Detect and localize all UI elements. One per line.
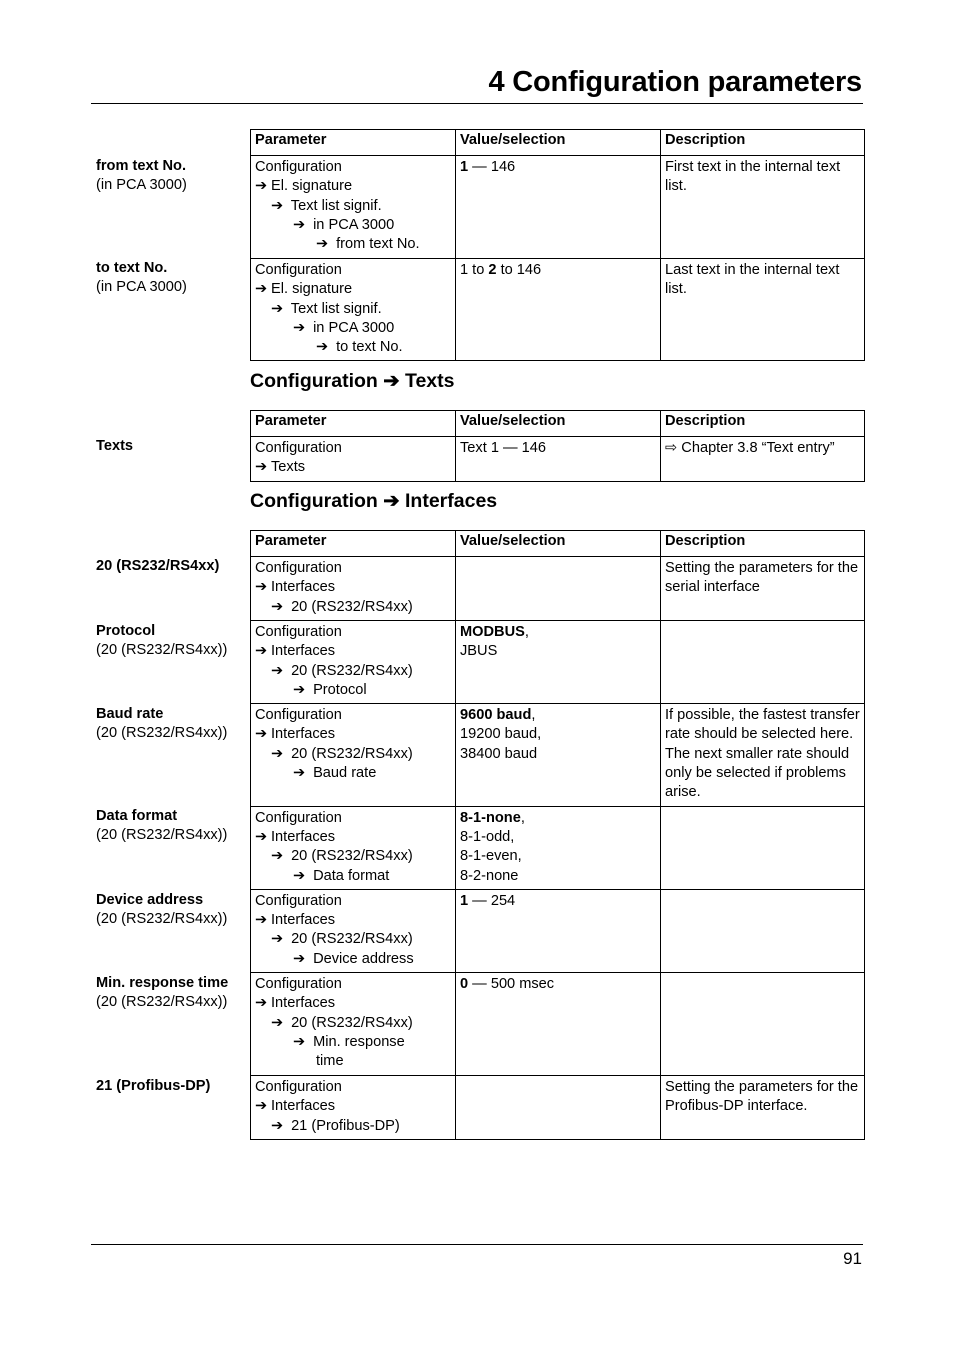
arrow-icon: ➔ (271, 931, 284, 948)
side-label-to-text: to text No. (in PCA 3000) (96, 260, 187, 296)
table-header-row (251, 411, 865, 437)
header-rule (91, 103, 863, 104)
side-label-min-response-time: Min. response time (20 (RS232/RS4xx)) (96, 975, 229, 1011)
table-row (251, 621, 865, 704)
arrow-icon: ➔ (383, 370, 400, 392)
side-label-protocol: Protocol (20 (RS232/RS4xx)) (96, 623, 228, 659)
value-selection: 8-1-none, 8-1-odd, 8-1-even, 8-2-none (456, 806, 661, 889)
description: Setting the parameters for the Profibus-DP interface. (661, 1076, 865, 1140)
parameter-path: Configuration ➔ Texts (251, 437, 456, 482)
col-header-parameter: Parameter (251, 411, 456, 437)
col-header-value: Value/selection (456, 531, 661, 557)
arrow-icon: ➔ (255, 912, 268, 929)
arrow-icon: ➔ (255, 281, 268, 298)
table-row (251, 806, 865, 889)
parameter-path: Configuration ➔ Interfaces ➔ 21 (Profibus-DP) (251, 1076, 456, 1140)
parameter-path: Configuration ➔ Interfaces ➔ 20 (RS232/RS4xx) ➔ Baud rate (251, 704, 456, 806)
value-selection: 1 to 2 to 146 (456, 259, 661, 361)
col-header-description: Description (661, 411, 865, 437)
value-selection: 9600 baud, 19200 baud, 38400 baud (456, 704, 661, 806)
parameter-path: Configuration ➔ El. signature ➔ Text list signif. ➔ in PCA 3000 ➔ to text No. (251, 259, 456, 361)
chapter-title: 4 Configuration parameters (488, 66, 862, 98)
arrow-icon: ➔ (271, 1117, 284, 1134)
value-selection: 1 — 254 (456, 889, 661, 972)
arrow-icon: ➔ (255, 828, 268, 845)
description (661, 889, 865, 972)
arrow-icon: ➔ (271, 745, 284, 762)
arrow-icon: ➔ (255, 995, 268, 1012)
table-row (251, 437, 865, 482)
table-header-row (251, 531, 865, 557)
pointer-icon: ⇨ (665, 440, 678, 456)
arrow-icon: ➔ (255, 1098, 268, 1115)
arrow-icon: ➔ (271, 197, 284, 214)
arrow-icon: ➔ (255, 643, 268, 660)
arrow-icon: ➔ (316, 236, 329, 253)
side-label-data-format: Data format (20 (RS232/RS4xx)) (96, 808, 228, 844)
arrow-icon: ➔ (255, 726, 268, 743)
description (661, 806, 865, 889)
arrow-icon: ➔ (293, 1033, 306, 1050)
col-header-description: Description (661, 130, 865, 156)
description: If possible, the fastest transfer rate should be selected here. The next smaller rate should only be selected if problems arise. (661, 704, 865, 806)
arrow-icon: ➔ (293, 216, 306, 233)
parameter-path: Configuration ➔ Interfaces ➔ 20 (RS232/RS4xx) (251, 557, 456, 621)
chapter-reference-link[interactable]: Chapter 3.8 “Text entry” (681, 440, 835, 456)
arrow-icon: ➔ (293, 319, 306, 336)
side-label-device-address: Device address (20 (RS232/RS4xx)) (96, 892, 228, 928)
side-label-texts: Texts (96, 438, 134, 454)
col-header-parameter: Parameter (251, 531, 456, 557)
description: First text in the internal text list. (661, 156, 865, 259)
description: Setting the parameters for the serial interface (661, 557, 865, 621)
parameter-path: Configuration ➔ Interfaces ➔ 20 (RS232/RS4xx) ➔ Device address (251, 889, 456, 972)
description: Last text in the internal text list. (661, 259, 865, 361)
arrow-icon: ➔ (271, 848, 284, 865)
description[interactable] (661, 437, 865, 482)
table-row (251, 557, 865, 621)
table-row (251, 1076, 865, 1140)
col-header-value: Value/selection (456, 130, 661, 156)
table-header-row (251, 130, 865, 156)
value-selection: 0 — 500 msec (456, 973, 661, 1076)
arrow-icon: ➔ (293, 681, 306, 698)
arrow-icon: ➔ (383, 490, 400, 512)
table-row (251, 259, 865, 361)
table-row (251, 156, 865, 259)
side-label-rs232: 20 (RS232/RS4xx) (96, 558, 220, 574)
section-heading-texts: Configuration ➔ Texts (250, 370, 455, 392)
arrow-icon: ➔ (293, 867, 306, 884)
side-label-profibus: 21 (Profibus-DP) (96, 1078, 211, 1094)
col-header-parameter: Parameter (251, 130, 456, 156)
parameter-table-texts (250, 410, 865, 482)
page-number: 91 (843, 1249, 862, 1268)
arrow-icon: ➔ (271, 300, 284, 317)
parameter-path: Configuration ➔ Interfaces ➔ 20 (RS232/RS4xx) ➔ Min. response time (251, 973, 456, 1076)
section-heading-interfaces: Configuration ➔ Interfaces (250, 490, 498, 512)
side-label-from-text: from text No. (in PCA 3000) (96, 158, 187, 194)
arrow-icon: ➔ (293, 950, 306, 967)
col-header-description: Description (661, 531, 865, 557)
table-row (251, 889, 865, 972)
footer-rule (91, 1244, 863, 1245)
table-row (251, 973, 865, 1076)
description (661, 621, 865, 704)
parameter-path: Configuration ➔ Interfaces ➔ 20 (RS232/RS4xx) ➔ Protocol (251, 621, 456, 704)
col-header-value: Value/selection (456, 411, 661, 437)
value-selection: MODBUS, JBUS (456, 621, 661, 704)
arrow-icon: ➔ (271, 1014, 284, 1031)
side-label-baud-rate: Baud rate (20 (RS232/RS4xx)) (96, 706, 228, 742)
parameter-table-el-signature (250, 129, 865, 361)
description (661, 973, 865, 1076)
table-row (251, 704, 865, 806)
parameter-table-interfaces (250, 530, 865, 1140)
value-selection (456, 557, 661, 621)
value-selection: 1 — 146 (456, 156, 661, 259)
parameter-path: Configuration ➔ El. signature ➔ Text list signif. ➔ in PCA 3000 ➔ from text No. (251, 156, 456, 259)
arrow-icon: ➔ (255, 178, 268, 195)
arrow-icon: ➔ (255, 459, 268, 476)
arrow-icon: ➔ (255, 579, 268, 596)
arrow-icon: ➔ (271, 662, 284, 679)
arrow-icon: ➔ (316, 339, 329, 356)
parameter-path: Configuration ➔ Interfaces ➔ 20 (RS232/RS4xx) ➔ Data format (251, 806, 456, 889)
arrow-icon: ➔ (293, 765, 306, 782)
value-selection: Text 1 — 146 (456, 437, 661, 482)
arrow-icon: ➔ (271, 598, 284, 615)
value-selection (456, 1076, 661, 1140)
